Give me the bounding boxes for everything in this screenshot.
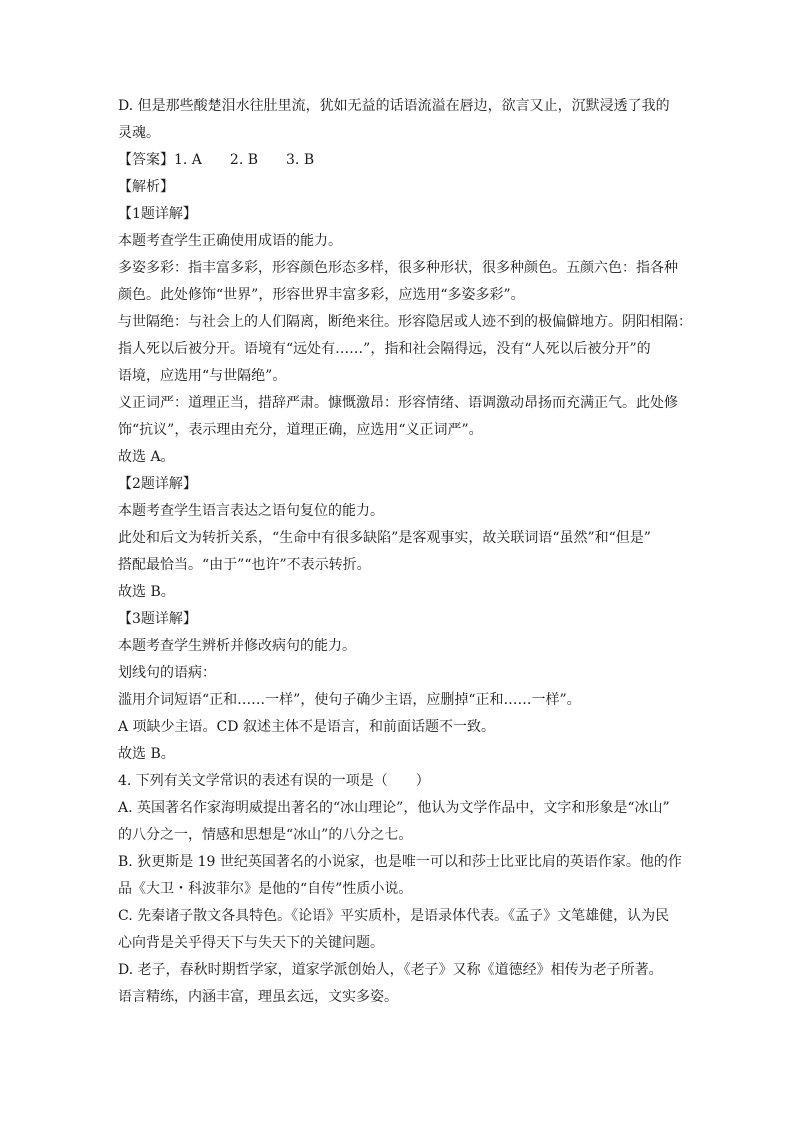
q4-option-d-line2: 语言精练，内涵丰富，理虽玄远，文实多姿。 [118,989,398,1005]
q4-option-a-line1: A. 英国著名作家海明威提出著名的“冰山理论”，他认为文学作品中，文字和形象是“冰山” [118,800,670,816]
q4-stem: 4. 下列有关文学常识的表述有误的一项是（ ） [118,773,430,789]
option-d-line-2: 灵魂。 [118,125,160,141]
q1-conclusion: 故选 A。 [118,449,175,465]
q1-para2-line3: 语境，应选用“与世隔绝”。 [118,368,287,384]
q4-option-c-line2: 心向背是关乎得天下与失天下的关键问题。 [118,935,384,951]
q4-option-b-line1: B. 狄更斯是 19 世纪英国著名的小说家，也是唯一可以和莎士比亚比肩的英语作家。他的作 [118,854,682,870]
q4-option-a-line2: 的八分之一，情感和思想是“冰山”的八分之七。 [118,827,413,843]
q2-conclusion: 故选 B。 [118,584,175,600]
q3-error-explanation: 滥用介词短语“正和……一样”，使句子确少主语，应删掉“正和……一样”。 [118,692,581,708]
q1-para2-line2: 指人死以后被分开。语境有“远处有……”，指和社会隔得远，没有“人死以后被分开”的 [118,341,651,357]
option-d-line-1: D. 但是那些酸楚泪水往肚里流，犹如无益的话语流溢在唇边，欲言又止，沉默浸透了我的 [118,98,670,114]
q4-option-c-line1: C. 先秦诸子散文各具特色。《论语》平实质朴，是语录体代表。《孟子》文笔雄健，认为民 [118,908,670,924]
q1-para3-line1: 义正词严：道理正当，措辞严肃。慷慨激昂：形容情绪、语调激动昂扬而充满正气。此处修 [118,395,678,411]
q2-intro: 本题考查学生语言表达之语句复位的能力。 [118,503,384,519]
q3-conclusion: 故选 B。 [118,746,175,762]
q3-options-note: A 项缺少主语。CD 叙述主体不是语言，和前面话题不一致。 [118,719,495,735]
q1-para3-line2: 饰“抗议”，表示理由充分，道理正确，应选用“义正词严”。 [118,422,483,438]
q2-para-line1: 此处和后文为转折关系，“生命中有很多缺陷”是客观事实，故关联词语“虽然”和“但是” [118,530,651,546]
q4-option-d-line1: D. 老子，春秋时期哲学家，道家学派创始人，《老子》又称《道德经》相传为老子所著。 [118,962,663,978]
q3-error-label: 划线句的语病： [118,665,216,681]
q1-para1-line1: 多姿多彩：指丰富多彩，形容颜色形态多样，很多种形状，很多种颜色。五颜六色：指各种 [118,260,678,276]
q2-para-line2: 搭配最恰当。“由于”“也许”不表示转折。 [118,557,371,573]
q1-para2-line1: 与世隔绝：与社会上的人们隔离，断绝来往。形容隐居或人迹不到的极偏僻地方。阴阳相隔： [118,314,692,330]
q3-detail-heading: 【3题详解】 [118,611,197,627]
answer-line: 【答案】1. A 2. B 3. B [118,152,315,168]
q1-intro: 本题考查学生正确使用成语的能力。 [118,233,342,249]
q1-detail-heading: 【1题详解】 [118,206,197,222]
q3-intro: 本题考查学生辨析并修改病句的能力。 [118,638,356,654]
q1-para1-line2: 颜色。此处修饰“世界”，形容世界丰富多彩，应选用“多姿多彩”。 [118,287,525,303]
q4-option-b-line2: 品《大卫・科波菲尔》是他的“自传”性质小说。 [118,881,413,897]
analysis-heading: 【解析】 [118,179,174,195]
q2-detail-heading: 【2题详解】 [118,476,197,492]
document-page [118,93,692,1011]
